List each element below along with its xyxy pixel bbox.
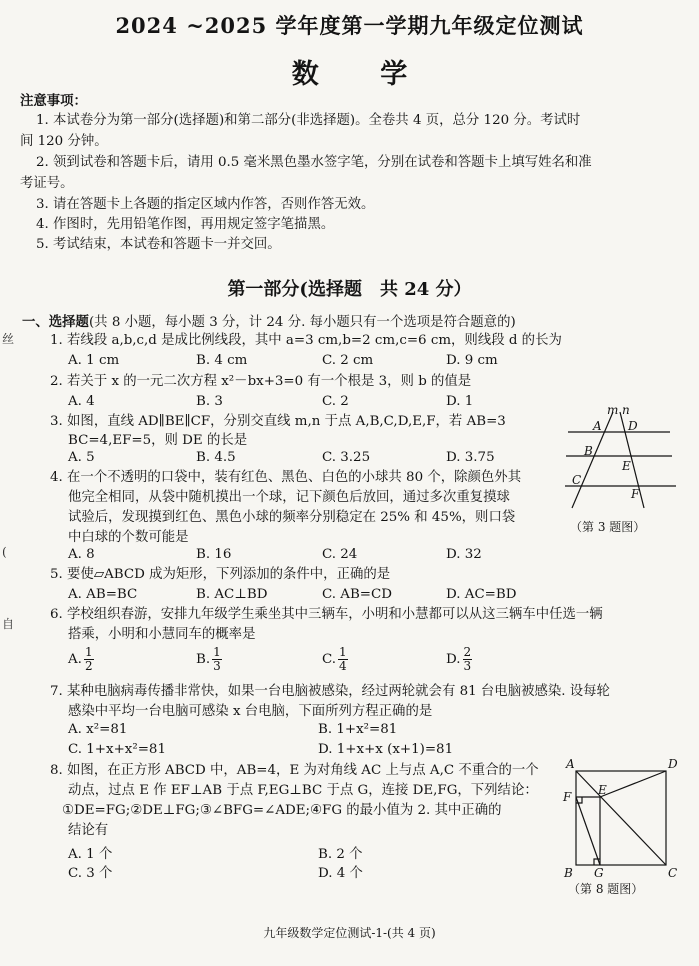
label-a: A	[593, 419, 602, 433]
edge-mark: 自	[2, 617, 15, 631]
question-2-stem: 2. 若关于 x 的一元二次方程 x²－bx+3=0 有一个根是 3，则 b 的值是	[50, 374, 472, 389]
edge-mark: 丝	[2, 332, 15, 346]
q6-option-d[interactable]: D. $\frac{2}{3}$	[446, 645, 472, 673]
q3-option-b[interactable]: B. 4.5	[196, 450, 236, 465]
label-f: F	[631, 487, 640, 501]
question-7-stem: 7. 某种电脑病毒传播非常快，如果一台电脑被感染，经过两轮就会有 81 台电脑被感染. 设每轮	[50, 684, 610, 699]
q4-option-d[interactable]: D. 32	[446, 547, 482, 562]
label-d: D	[668, 757, 678, 771]
label-c: C	[572, 473, 582, 487]
q4-option-b[interactable]: B. 16	[196, 547, 232, 562]
label-m: m	[607, 404, 619, 417]
segment-fg	[576, 797, 600, 865]
question-8-stem: 结论有	[68, 823, 109, 838]
q2-option-c[interactable]: C. 2	[322, 394, 349, 409]
question-4-stem: 4. 在一个不透明的口袋中，装有红色、黑色、白色的小球共 80 个，除颜色外其	[50, 470, 522, 485]
note-line: 间 120 分钟。	[20, 134, 108, 149]
label-b: B	[584, 444, 593, 458]
q3-figure	[560, 404, 685, 514]
q8-figure	[560, 757, 682, 881]
exam-title: 2024 ~2025 学年度第一学期九年级定位测试	[115, 13, 584, 38]
diagonal-ac	[576, 771, 666, 865]
q8-option-b[interactable]: B. 2 个	[318, 847, 363, 862]
q8-option-d[interactable]: D. 4 个	[318, 866, 363, 881]
q6-option-b[interactable]: B. $\frac{1}{3}$	[196, 645, 221, 673]
q7-option-b[interactable]: B. 1+x²=81	[318, 722, 398, 737]
label-d: D	[628, 419, 638, 433]
label-a: A	[566, 757, 575, 771]
q6-option-a[interactable]: A. $\frac{1}{2}$	[68, 645, 93, 673]
label-e: E	[598, 783, 607, 797]
instruction-text: (共 8 小题，每小题 3 分，计 24 分. 每小题只有一个选项是符合题意的)	[88, 315, 516, 330]
label-c: C	[668, 866, 678, 880]
q2-option-b[interactable]: B. 3	[196, 394, 223, 409]
label-f: F	[563, 790, 572, 804]
question-5-stem: 5. 要使▱ABCD 成为矩形，下列添加的条件中，正确的是	[50, 567, 391, 582]
note-line: 4. 作图时，先用铅笔作图，再用规定签字笔描黑。	[36, 217, 335, 232]
segment-de	[600, 771, 666, 797]
question-1-stem: 1. 若线段 a,b,c,d 是成比例线段，其中 a=3 cm,b=2 cm,c=6 cm，则线段 d 的长为	[50, 333, 562, 348]
q7-option-d[interactable]: D. 1+x+x (x+1)=81	[318, 742, 454, 757]
question-6-stem: 6. 学校组织春游，安排九年级学生乘坐其中三辆车，小明和小慧都可以从这三辆车中任选一辆	[50, 607, 603, 622]
q1-option-a[interactable]: A. 1 cm	[68, 353, 120, 368]
note-line: 5. 考试结束，本试卷和答题卡一并交回。	[36, 237, 281, 252]
edge-mark: (	[2, 545, 7, 559]
q1-option-d[interactable]: D. 9 cm	[446, 353, 498, 368]
section-title: 第一部分(选择题 共 24 分）	[227, 279, 472, 300]
question-3-stem: BC=4,EF=5，则 DE 的长是	[68, 433, 248, 448]
q7-option-c[interactable]: C. 1+x+x²=81	[68, 742, 166, 757]
note-line: 考证号。	[20, 176, 74, 191]
question-3-stem: 3. 如图，直线 AD∥BE∥CF，分别交直线 m,n 于点 A,B,C,D,E,F，若 AB=3	[50, 414, 506, 429]
q1-option-b[interactable]: B. 4 cm	[196, 353, 248, 368]
subject-title: 数 学	[291, 59, 434, 90]
label-n: n	[622, 404, 630, 417]
question-4-stem: 他完全相同，从袋中随机摸出一个球，记下颜色后放回，通过多次重复摸球	[68, 490, 510, 505]
q5-option-d[interactable]: D. AC=BD	[446, 587, 517, 602]
note-line: 3. 请在答题卡上各题的指定区域内作答，否则作答无效。	[36, 197, 375, 212]
q7-option-a[interactable]: A. x²=81	[68, 722, 128, 737]
q3-option-d[interactable]: D. 3.75	[446, 450, 495, 465]
q4-option-c[interactable]: C. 24	[322, 547, 358, 562]
q3-option-a[interactable]: A. 5	[68, 450, 95, 465]
q6-option-c[interactable]: C. $\frac{1}{4}$	[322, 645, 347, 673]
question-4-stem: 试验后，发现摸到红色、黑色小球的频率分别稳定在 25% 和 45%，则口袋	[68, 510, 516, 525]
q3-option-c[interactable]: C. 3.25	[322, 450, 371, 465]
label-b: B	[564, 866, 573, 880]
q2-option-a[interactable]: A. 4	[68, 394, 95, 409]
q5-option-b[interactable]: B. AC⊥BD	[196, 587, 268, 602]
q1-option-c[interactable]: C. 2 cm	[322, 353, 374, 368]
label-e: E	[622, 459, 631, 473]
question-8-stem: 8. 如图，在正方形 ABCD 中，AB=4，E 为对角线 AC 上与点 A,C 不重合的一个	[50, 763, 539, 778]
notes-heading: 注意事项：	[20, 93, 87, 109]
question-8-stem: 动点，过点 E 作 EF⊥AB 于点 F,EG⊥BC 于点 G，连接 DE,FG，下列结论：	[68, 783, 538, 798]
q8-caption: （第 8 题图）	[568, 882, 644, 896]
q2-option-d[interactable]: D. 1	[446, 394, 474, 409]
q3-caption: （第 3 题图）	[570, 520, 646, 534]
q4-option-a[interactable]: A. 8	[68, 547, 95, 562]
question-7-stem: 感染中平均一台电脑可感染 x 台电脑，下面所列方程正确的是	[68, 704, 433, 719]
q5-option-a[interactable]: A. AB=BC	[68, 587, 138, 602]
question-6-stem: 搭乘，小明和小慧同车的概率是	[68, 627, 256, 642]
q8-option-a[interactable]: A. 1 个	[68, 847, 113, 862]
note-line: 1. 本试卷分为第一部分(选择题)和第二部分(非选择题)。全卷共 4 页，总分 120 分。考试时	[36, 113, 581, 128]
page-footer: 九年级数学定位测试-1-(共 4 页)	[263, 926, 436, 940]
question-8-stem: ①DE=FG;②DE⊥FG;③∠BFG=∠ADE;④FG 的最小值为 2. 其中正确的	[62, 803, 502, 818]
label-g: G	[594, 866, 604, 880]
instruction-label: 一、选择题	[22, 314, 89, 330]
note-line: 2. 领到试卷和答题卡后，请用 0.5 毫米黑色墨水签字笔，分别在试卷和答题卡上填写姓名和准	[36, 155, 592, 170]
question-4-stem: 中白球的个数可能是	[68, 530, 189, 545]
q8-option-c[interactable]: C. 3 个	[68, 866, 113, 881]
q5-option-c[interactable]: C. AB=CD	[322, 587, 392, 602]
